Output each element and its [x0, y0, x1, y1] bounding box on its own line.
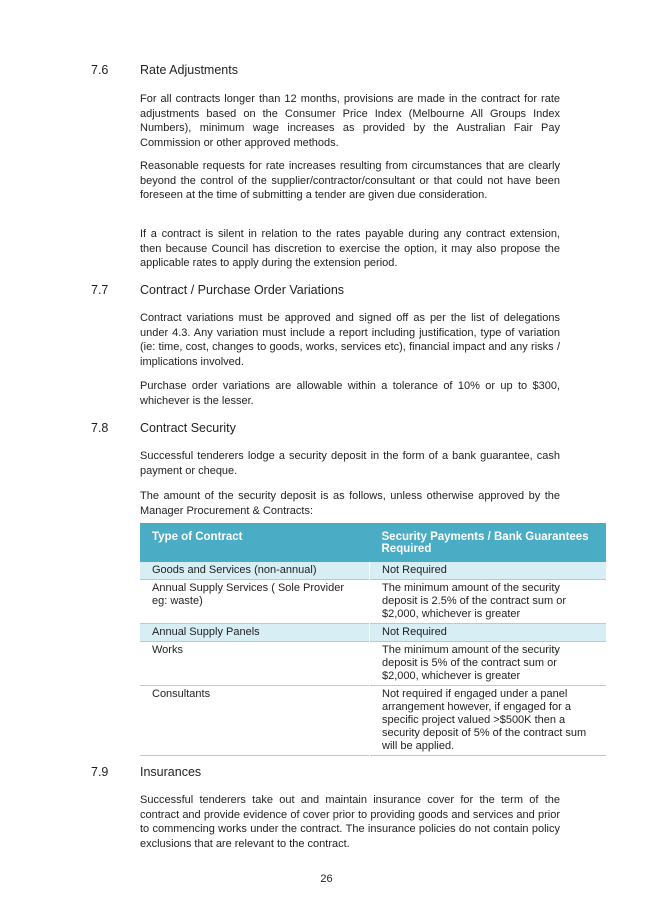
table-cell-security: Not Required — [370, 562, 607, 580]
section-7-6-paragraph-1: For all contracts longer than 12 months, provisions are made in the contract for rate adjustments based on the Consumer Price Index (Melbourne All Groups Index Numbers), minimum wage increases as provided by the Australian Fair Pay Commission or other approved methods. — [140, 93, 560, 149]
section-7-9-paragraph-1: Successful tenderers take out and maintain insurance cover for the term of the contract and provide evidence of cover prior to providing goods and services and prior to commencing works under the contract. The insurance policies do not contain policy exclusions that are relevant to the contract. — [140, 794, 560, 850]
table-cell-type: Goods and Services (non-annual) — [140, 562, 370, 580]
section-7-8-paragraph-1: Successful tenderers lodge a security deposit in the form of a bank guarantee, cash payment or cheque. — [140, 450, 560, 477]
section-7-6-paragraph-3: If a contract is silent in relation to the rates payable during any contract extension, then because Council has discretion to exercise the option, it may also propose the applicable rates to apply during the extension period. — [140, 228, 560, 269]
table-header-row — [140, 523, 606, 562]
section-7-7-paragraph-1: Contract variations must be approved and signed off as per the list of delegations under 4.3. Any variation must include a report including justification, type of variation (ie: time, cost, changes to goods, works, services etc), financial impact and any risks / implications involved. — [140, 312, 560, 368]
section-7-7-number: 7.7 — [91, 283, 109, 297]
table-row — [140, 624, 606, 642]
table-row — [140, 580, 606, 624]
section-7-9-title: Insurances — [140, 765, 202, 779]
table-row — [140, 686, 606, 756]
table-cell-type: Annual Supply Panels — [140, 624, 370, 642]
security-deposit-table — [140, 523, 606, 756]
table-row — [140, 642, 606, 686]
table-header-security: Security Payments / Bank Guarantees Required — [370, 523, 607, 562]
section-7-6-number: 7.6 — [91, 63, 109, 77]
table-cell-security: Not required if engaged under a panel arrangement however, if engaged for a specific project valued >$500K then a security deposit of 5% of the contract sum will be applied. — [382, 688, 587, 752]
table-cell-security: Not Required — [370, 624, 607, 642]
table-cell-type: Consultants — [140, 686, 370, 756]
table-cell-type: Annual Supply Services ( Sole Provider eg: waste) — [140, 580, 370, 624]
section-7-8-title: Contract Security — [140, 421, 236, 435]
section-7-7-paragraph-2: Purchase order variations are allowable within a tolerance of 10% or up to $300, whichever is the lesser. — [140, 380, 560, 407]
table-cell-security: The minimum amount of the security deposit is 5% of the contract sum or $2,000, whichever is greater — [382, 644, 560, 682]
section-7-6-title: Rate Adjustments — [140, 63, 238, 77]
page-number: 26 — [320, 873, 333, 885]
section-7-7-title: Contract / Purchase Order Variations — [140, 283, 345, 297]
section-7-8-number: 7.8 — [91, 421, 109, 435]
section-7-8-paragraph-2: The amount of the security deposit is as follows, unless otherwise approved by the Manager Procurement & Contracts: — [140, 490, 560, 517]
section-7-6-paragraph-2: Reasonable requests for rate increases resulting from circumstances that are clearly beyond the control of the supplier/contractor/consultant or that could not have been foreseen at the time of submitting a tender are given due consideration. — [140, 160, 560, 201]
table-cell-type: Works — [140, 642, 370, 686]
table-cell-security: The minimum amount of the security deposit is 2.5% of the contract sum or $2,000, whichever is greater — [382, 582, 567, 620]
table-row — [140, 562, 606, 580]
table-header-type: Type of Contract — [140, 523, 370, 562]
section-7-9-number: 7.9 — [91, 765, 109, 779]
